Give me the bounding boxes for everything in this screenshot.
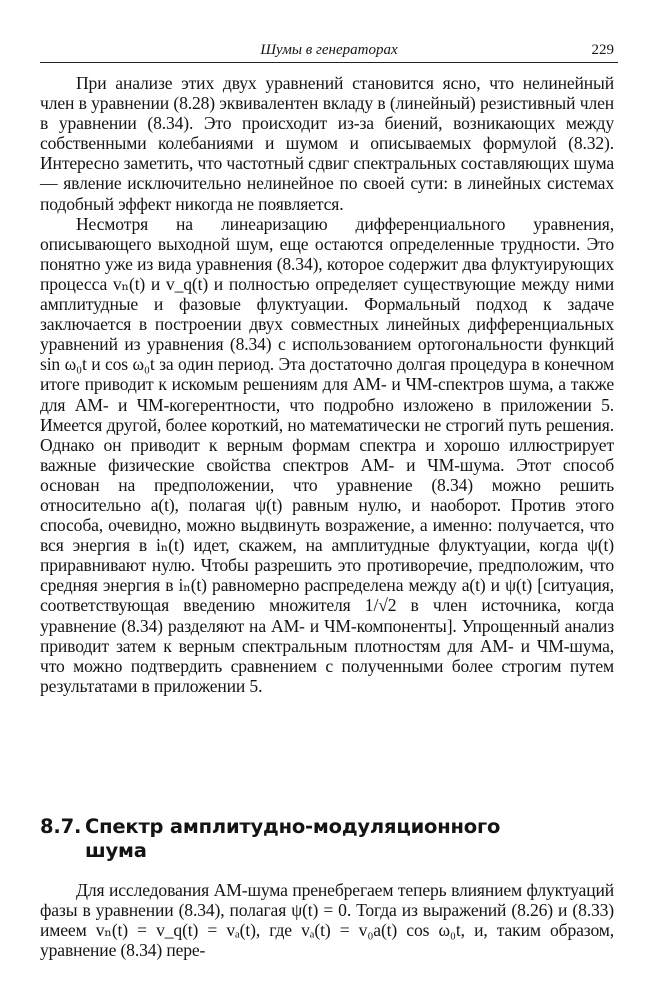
running-title: Шумы в генераторах xyxy=(260,42,398,58)
page-header xyxy=(40,40,618,63)
section-title-line-1: Спектр амплитудно-модуляционного xyxy=(85,815,501,838)
page-number: 229 xyxy=(591,42,614,58)
section-number: 8.7. xyxy=(40,815,82,838)
section-paragraph: Для исследования АМ-шума пренебрегаем теперь влиянием флуктуаций фазы в уравнении (8.34), полагая ψ(t) = 0. Тогда из выражений (8.26) и (8.33) имеем vₙ(t) = v_q(t) = vₐ(t), где vₐ(t) = v₀a(t) cos ω₀t, и, таким образом, уравнение (8.34) пере- xyxy=(40,880,614,961)
section-heading xyxy=(40,815,614,863)
paragraph-2: Несмотря на линеаризацию дифференциального уравнения, описывающего выходной шум, еще остаются определенные трудности. Это понятно уже из вида уравнения (8.34), которое содержит два флуктуирующих процесса vₙ(t) и v_q(t) и полностью определяет существующие между ними амплитудные и фазовые флуктуации. Формальный подход к задаче заключается в построении двух совместных линейных дифференциальных уравнений из уравнения (8.34) с использованием ортогональности функций sin ω₀t и cos ω₀t за один период. Эта достаточно долгая процедура в конечном итоге приводит к искомым решениям для АМ- и ЧМ-спектров шума, а также для АМ- и ЧМ-когерентности, что подробно изложено в приложении 5. Имеется другой, более короткий, но математически не строгий путь решения. Однако он приводит к верным формам спектра и хорошо иллюстрирует важные физические свойства спектров АМ- и ЧМ-шума. Этот способ основан на предположении, что уравнение (8.34) можно решить относительно a(t), полагая ψ(t) равным нулю, и наоборот. Против этого способа, очевидно, можно выдвинуть возражение, а именно: получается, что вся энергия в iₙ(t) идет, скажем, на амплитудные флуктуации, когда ψ(t) приравнивают нулю. Чтобы разрешить это противоречие, предположим, что средняя энергия в iₙ(t) равномерно распределена между a(t) и ψ(t) [ситуация, соответствующая введению множителя 1/√2 в член источника, когда уравнение (8.34) разделяют на АМ- и ЧМ-компоненты]. Упрощенный анализ приводит затем к верным спектральным плотностям для АМ- и ЧМ-шума, что можно подтвердить сравнением с полученными более строгим путем результатами в приложении 5. xyxy=(40,213,614,696)
paragraph-1: При анализе этих двух уравнений становится ясно, что нелинейный член в уравнении (8.28) эквивалентен вкладу в (линейный) резистивный член в уравнении (8.34). Это происходит из-за биений, возникающих между собственными колебаниями и шумом и описываемых формулой (8.32). Интересно заметить, что частотный сдвиг спектральных составляющих шума — явление исключительно нелинейное по своей сути: в линейных системах подобный эффект никогда не появляется. xyxy=(40,73,614,214)
main-text xyxy=(40,73,614,696)
section-text xyxy=(40,880,614,960)
section-title-line-2: шума xyxy=(85,839,147,862)
